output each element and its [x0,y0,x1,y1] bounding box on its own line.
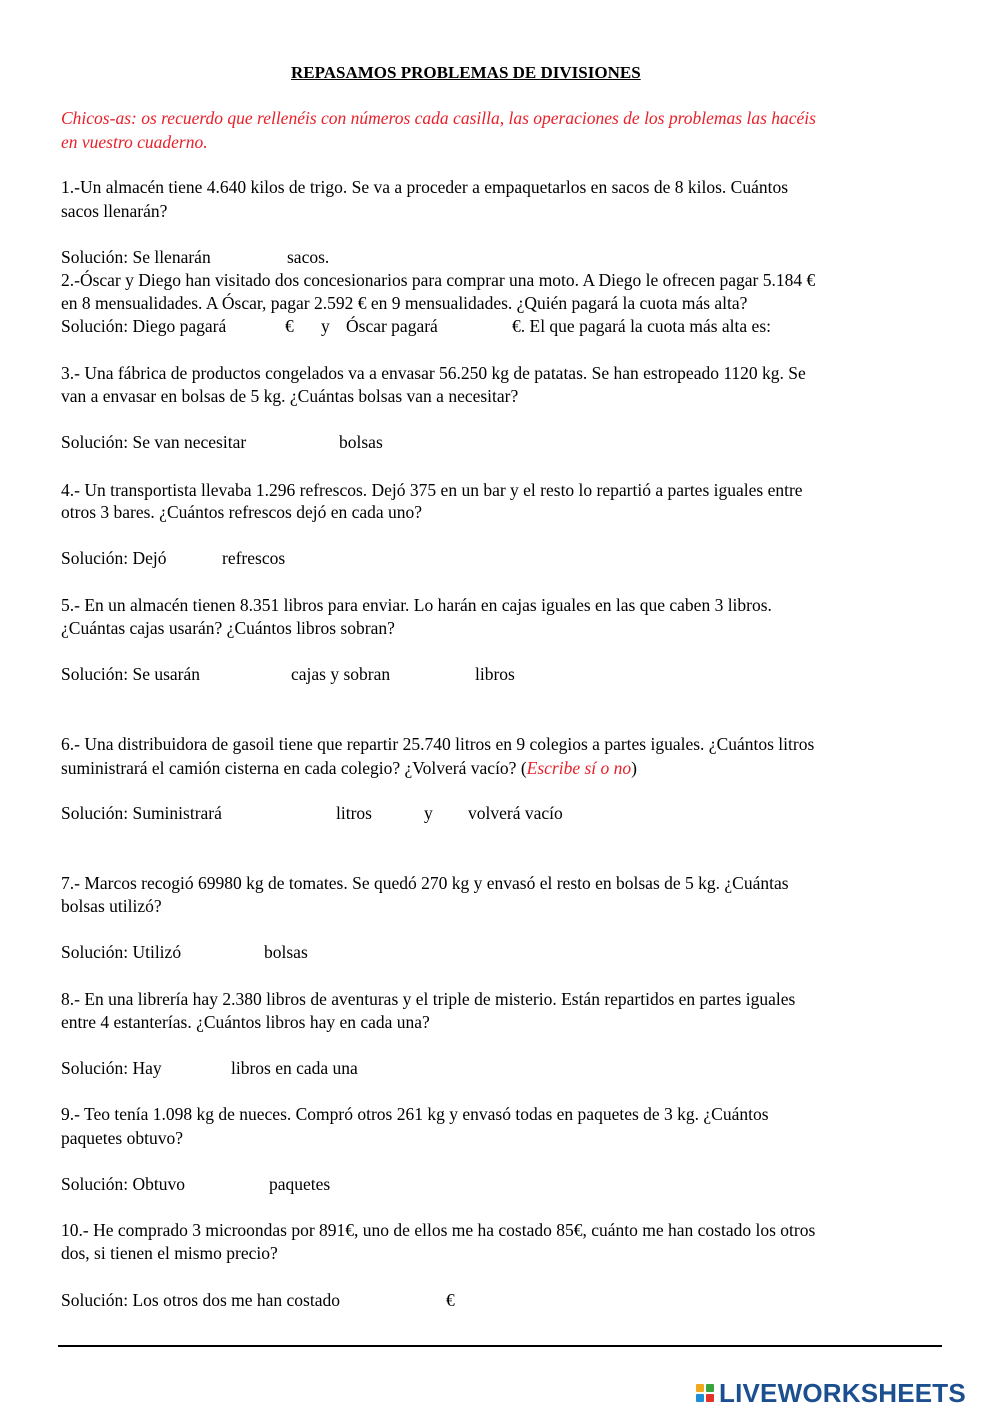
problem-5-line-1: 5.- En un almacén tienen 8.351 libros para enviar. Lo harán en cajas iguales en las que caben 3 libros. [61,595,772,615]
footer-divider [58,1345,942,1347]
problem-5-solution-unit: libros [475,664,515,684]
problem-6-solution-end: volverá vacío [468,803,563,823]
problem-1-line-2: sacos llenarán? [61,201,168,221]
problem-2-line-1: 2.-Óscar y Diego han visitado dos concesionarios para comprar una moto. A Diego le ofrecen pagar 5.184 € [61,270,816,290]
problem-6-solution-unit: litros [336,803,372,823]
problem-8-solution-unit: libros en cada una [231,1058,358,1078]
problem-7-line-1: 7.- Marcos recogió 69980 kg de tomates. Se quedó 270 kg y envasó el resto en bolsas de 5 kg. ¿Cuántas [61,873,789,893]
problem-9-line-1: 9.- Teo tenía 1.098 kg de nueces. Compró otros 261 kg y envasó todas en paquetes de 3 kg. ¿Cuántos [61,1104,769,1124]
problem-5-solution-label: Solución: Se usarán [61,664,201,684]
problem-1-line-1: 1.-Un almacén tiene 4.640 kilos de trigo. Se va a proceder a empaquetarlos en sacos de 8 kilos. Cuántos [61,177,789,197]
problem-3-line-2: van a envasar en bolsas de 5 kg. ¿Cuántas bolsas van a necesitar? [61,386,519,406]
problem-4-line-2: otros 3 bares. ¿Cuántos refrescos dejó en cada uno? [61,502,423,522]
problem-2-oscar-label: Óscar pagará [346,316,438,336]
problem-9-solution-unit: paquetes [269,1174,331,1194]
liveworksheets-logo-icon [696,1384,714,1402]
logo-text: LIVEWORKSHEETS [719,1377,966,1408]
problem-6-and: y [424,803,433,823]
problem-1-solution-label: Solución: Se llenarán [61,247,211,267]
problem-2-euro-1: € [285,316,294,336]
problem-7-line-2: bolsas utilizó? [61,896,162,916]
problem-8-solution-label: Solución: Hay [61,1058,162,1078]
problem-6-line-2-text: suministrará el camión cisterna en cada colegio? ¿Volverá vacío? ( [61,758,527,778]
problem-9-line-2: paquetes obtuvo? [61,1128,183,1148]
problem-3-solution-label: Solución: Se van necesitar [61,432,247,452]
instructions-line-2: en vuestro cuaderno. [61,132,208,152]
problem-4-solution-label: Solución: Dejó [61,548,167,568]
problem-5-line-2: ¿Cuántas cajas usarán? ¿Cuántos libros sobran? [61,618,395,638]
problem-10-solution-unit: € [446,1290,455,1310]
problem-6-line-1: 6.- Una distribuidora de gasoil tiene que repartir 25.740 litros en 9 colegios a partes iguales. ¿Cuántos litros [61,734,815,754]
problem-7-solution-unit: bolsas [264,942,308,962]
problem-10-line-1: 10.- He comprado 3 microondas por 891€, uno de ellos me ha costado 85€, cuánto me han costado los otros [61,1220,816,1240]
problem-2-and: y [321,316,330,336]
problem-3-solution-unit: bolsas [339,432,383,452]
problem-2-solution-end: €. El que pagará la cuota más alta es: [512,316,771,336]
page-title: REPASAMOS PROBLEMAS DE DIVISIONES [291,63,641,82]
liveworksheets-logo[interactable] [696,1376,966,1410]
problem-10-line-2: dos, si tienen el mismo precio? [61,1243,278,1263]
problem-3-line-1: 3.- Una fábrica de productos congelados va a envasar 56.250 kg de patatas. Se han estropeado 1120 kg. Se [61,363,806,383]
problem-6-note: Escribe sí o no [526,758,632,778]
problem-7-solution-label: Solución: Utilizó [61,942,182,962]
problem-9-solution-label: Solución: Obtuvo [61,1174,185,1194]
problem-6-close: ) [631,758,637,778]
problem-10-solution-label: Solución: Los otros dos me han costado [61,1290,341,1310]
problem-2-solution-label: Solución: Diego pagará [61,316,227,336]
problem-4-solution-unit: refrescos [222,548,286,568]
problem-4-line-1: 4.- Un transportista llevaba 1.296 refrescos. Dejó 375 en un bar y el resto lo repartió a partes iguales entre [61,480,803,500]
problem-1-solution-unit: sacos. [287,247,330,267]
problem-5-solution-mid: cajas y sobran [291,664,391,684]
problem-8-line-2: entre 4 estanterías. ¿Cuántos libros hay en cada una? [61,1012,430,1032]
problem-6-solution-label: Solución: Suministrará [61,803,222,823]
instructions-line-1: Chicos-as: os recuerdo que rellenéis con números cada casilla, las operaciones de los problemas las hacéis [61,108,816,128]
problem-6-line-2 [61,757,637,780]
problem-2-line-2: en 8 mensualidades. A Óscar, pagar 2.592 € en 9 mensualidades. ¿Quién pagará la cuota más alta? [61,293,748,313]
problem-8-line-1: 8.- En una librería hay 2.380 libros de aventuras y el triple de misterio. Están repartidos en partes iguales [61,989,796,1009]
